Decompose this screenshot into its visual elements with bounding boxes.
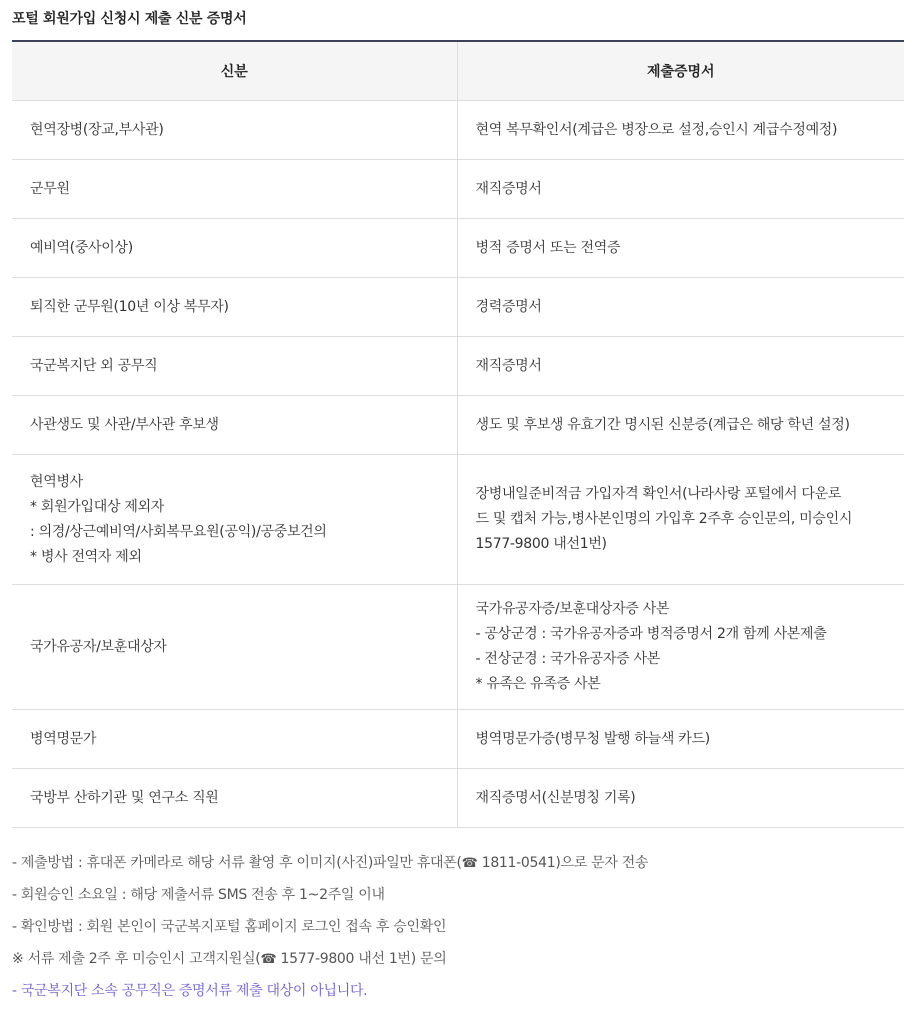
table-row xyxy=(12,585,904,710)
document-cell xyxy=(457,455,904,585)
document-cell xyxy=(457,396,904,455)
document-text: 병적 증명서 또는 전역증 xyxy=(475,239,621,256)
document-text: 장병내일준비적금 가입자격 확인서(나라사랑 포털에서 다운로 xyxy=(475,486,842,502)
document-text: 재직증명서(신분명칭 기록) xyxy=(475,789,636,806)
note-text: ) 문의 xyxy=(410,951,447,967)
document-text: 재직증명서 xyxy=(475,357,542,374)
status-text: 예비역(중사이상) xyxy=(30,239,133,256)
status-cell xyxy=(12,101,457,160)
note-text: - 제출방법 : 휴대폰 카메라로 해당 서류 촬영 후 이미지(사진)파일만 휴대폰( xyxy=(12,855,462,871)
status-text: * 회원가입대상 제외자 xyxy=(30,498,165,515)
document-text: 현역 복무확인서(계급은 병장으로 설정,승인시 계급수정예정) xyxy=(475,121,838,138)
status-text: 국가유공자/보훈대상자 xyxy=(30,638,167,655)
table-row xyxy=(12,769,904,828)
table-row xyxy=(12,455,904,585)
note-exempt: - 국군복지단 소속 공무직은 증명서류 제출 대상이 아닙니다. xyxy=(12,983,368,999)
document-cell xyxy=(457,710,904,769)
table-row xyxy=(12,101,904,160)
document-cell xyxy=(457,278,904,337)
status-text: 현역병사 xyxy=(30,473,83,490)
certificate-table-wrap xyxy=(12,40,904,828)
table-row xyxy=(12,337,904,396)
status-cell xyxy=(12,160,457,219)
document-text: 국가유공자증/보훈대상자증 사본 xyxy=(475,601,670,617)
table-row xyxy=(12,278,904,337)
document-text: 병역명문가증(병무청 발행 하늘색 카드) xyxy=(475,730,710,747)
document-text: 생도 및 후보생 유효기간 명시된 신분증(계급은 해당 학년 설정) xyxy=(475,416,850,433)
document-text: * 유족은 유족증 사본 xyxy=(475,676,601,692)
document-text: 경력증명서 xyxy=(475,298,542,315)
status-text: * 병사 전역자 제외 xyxy=(30,548,142,565)
status-cell xyxy=(12,710,457,769)
support-phone-number: 1811-0541 xyxy=(481,855,556,871)
page-title: 포털 회원가입 신청시 제출 신분 증명서 xyxy=(12,11,247,27)
document-cell xyxy=(457,585,904,710)
document-text: 재직증명서 xyxy=(475,180,542,197)
status-cell xyxy=(12,278,457,337)
document-cell xyxy=(457,769,904,828)
table-row xyxy=(12,710,904,769)
table-header-row xyxy=(12,42,904,101)
table-row xyxy=(12,396,904,455)
document-text: - 공상군경 : 국가유공자증과 병적증명서 2개 함께 사본제출 xyxy=(475,626,827,642)
phone-icon: ☎ xyxy=(461,856,478,871)
notes-section xyxy=(12,852,904,1012)
note-confirm-method: - 확인방법 : 회원 본인이 국군복지포털 홈페이지 로그인 접속 후 승인확인 xyxy=(12,919,447,935)
document-cell xyxy=(457,160,904,219)
table-row xyxy=(12,160,904,219)
note-text: )으로 문자 전송 xyxy=(555,855,649,871)
status-text: 국군복지단 외 공무직 xyxy=(30,357,158,374)
header-status: 신분 xyxy=(12,42,457,101)
status-text: 현역장병(장교,부사관) xyxy=(30,121,164,138)
table-row xyxy=(12,219,904,278)
status-cell xyxy=(12,219,457,278)
document-text: - 전상군경 : 국가유공자증 사본 xyxy=(475,651,660,667)
status-text: 사관생도 및 사관/부사관 후보생 xyxy=(30,416,219,433)
certificate-table xyxy=(12,42,904,828)
status-cell xyxy=(12,585,457,710)
status-cell xyxy=(12,337,457,396)
status-cell xyxy=(12,455,457,585)
status-text: : 의경/상근예비역/사회복무요원(공익)/공중보건의 xyxy=(30,523,327,540)
status-cell xyxy=(12,396,457,455)
note-inquiry xyxy=(12,948,904,980)
phone-icon: ☎ xyxy=(260,952,277,967)
header-document: 제출증명서 xyxy=(457,42,904,101)
status-text: 병역명문가 xyxy=(30,730,97,747)
status-text: 퇴직한 군무원(10년 이상 복무자) xyxy=(30,298,229,315)
document-cell xyxy=(457,101,904,160)
inquiry-phone-number: 1577-9800 내선 1번 xyxy=(280,951,411,967)
status-cell xyxy=(12,769,457,828)
document-cell xyxy=(457,219,904,278)
document-text: 드 및 캡처 가능,병사본인명의 가입후 2주후 승인문의, 미승인시 xyxy=(475,511,853,527)
note-approval-time: - 회원승인 소요일 : 해당 제출서류 SMS 전송 후 1~2주일 이내 xyxy=(12,887,385,903)
note-submission-method xyxy=(12,852,904,884)
note-text: ※ 서류 제출 2주 후 미승인시 고객지원실( xyxy=(12,951,261,967)
status-text: 군무원 xyxy=(30,180,70,197)
document-text: 1577-9800 내선1번) xyxy=(475,536,607,552)
status-text: 국방부 산하기관 및 연구소 직원 xyxy=(30,789,219,806)
document-cell xyxy=(457,337,904,396)
